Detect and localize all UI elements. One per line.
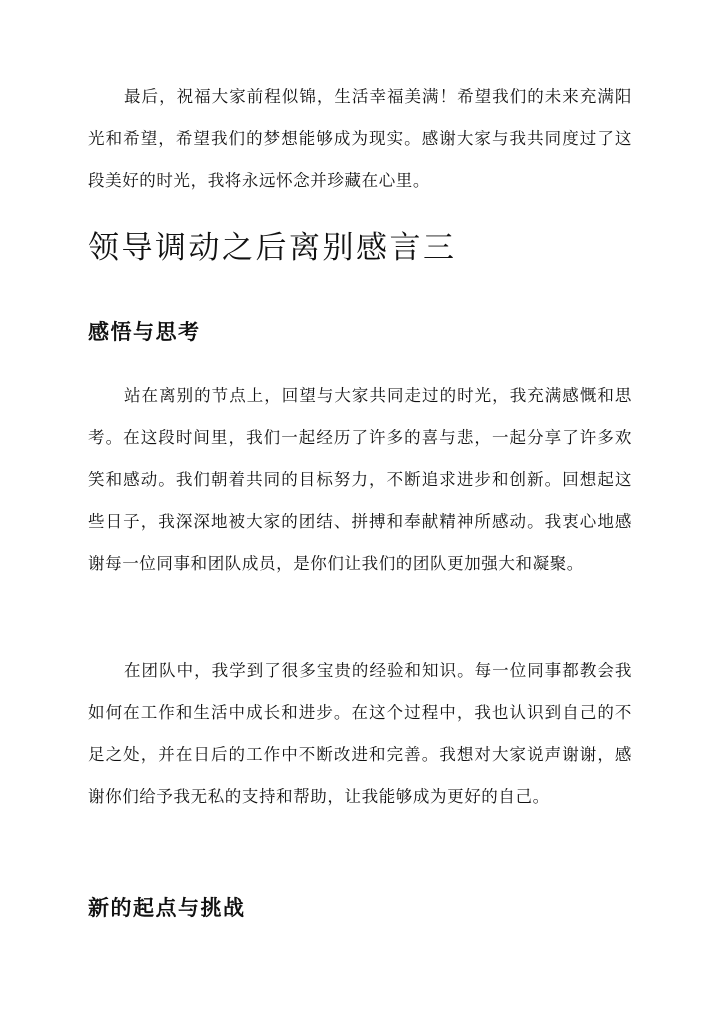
section-heading-new-start: 新的起点与挑战 xyxy=(88,895,246,920)
intro-paragraph: 最后，祝福大家前程似锦，生活幸福美满！希望我们的未来充满阳光和希望，希望我们的梦想能够成为现实。感谢大家与我共同度过了这段美好的时光，我将永远怀念并珍藏在心里。 xyxy=(88,87,632,190)
body-paragraph: 站在离别的节点上，回望与大家共同走过的时光，我充满感慨和思考。在这段时间里，我们一起经历了许多的喜与悲，一起分享了许多欢笑和感动。我们朝着共同的目标努力，不断追求进步和创新。回想起这些日子，我深深地被大家的团结、拼搏和奉献精神所感动。我衷心地感谢每一位同事和团队成员，是你们让我们的团队更加强大和凝聚。 xyxy=(88,386,632,573)
section-heading-reflection: 感悟与思考 xyxy=(88,319,201,344)
body-paragraph: 在团队中，我学到了很多宝贵的经验和知识。每一位同事都教会我如何在工作和生活中成长和进步。在这个过程中，我也认识到自己的不足之处，并在日后的工作中不断改进和完善。我想对大家说声谢谢，感谢你们给予我无私的支持和帮助，让我能够成为更好的自己。 xyxy=(88,661,632,806)
document-title: 领导调动之后离别感言三 xyxy=(88,230,457,266)
